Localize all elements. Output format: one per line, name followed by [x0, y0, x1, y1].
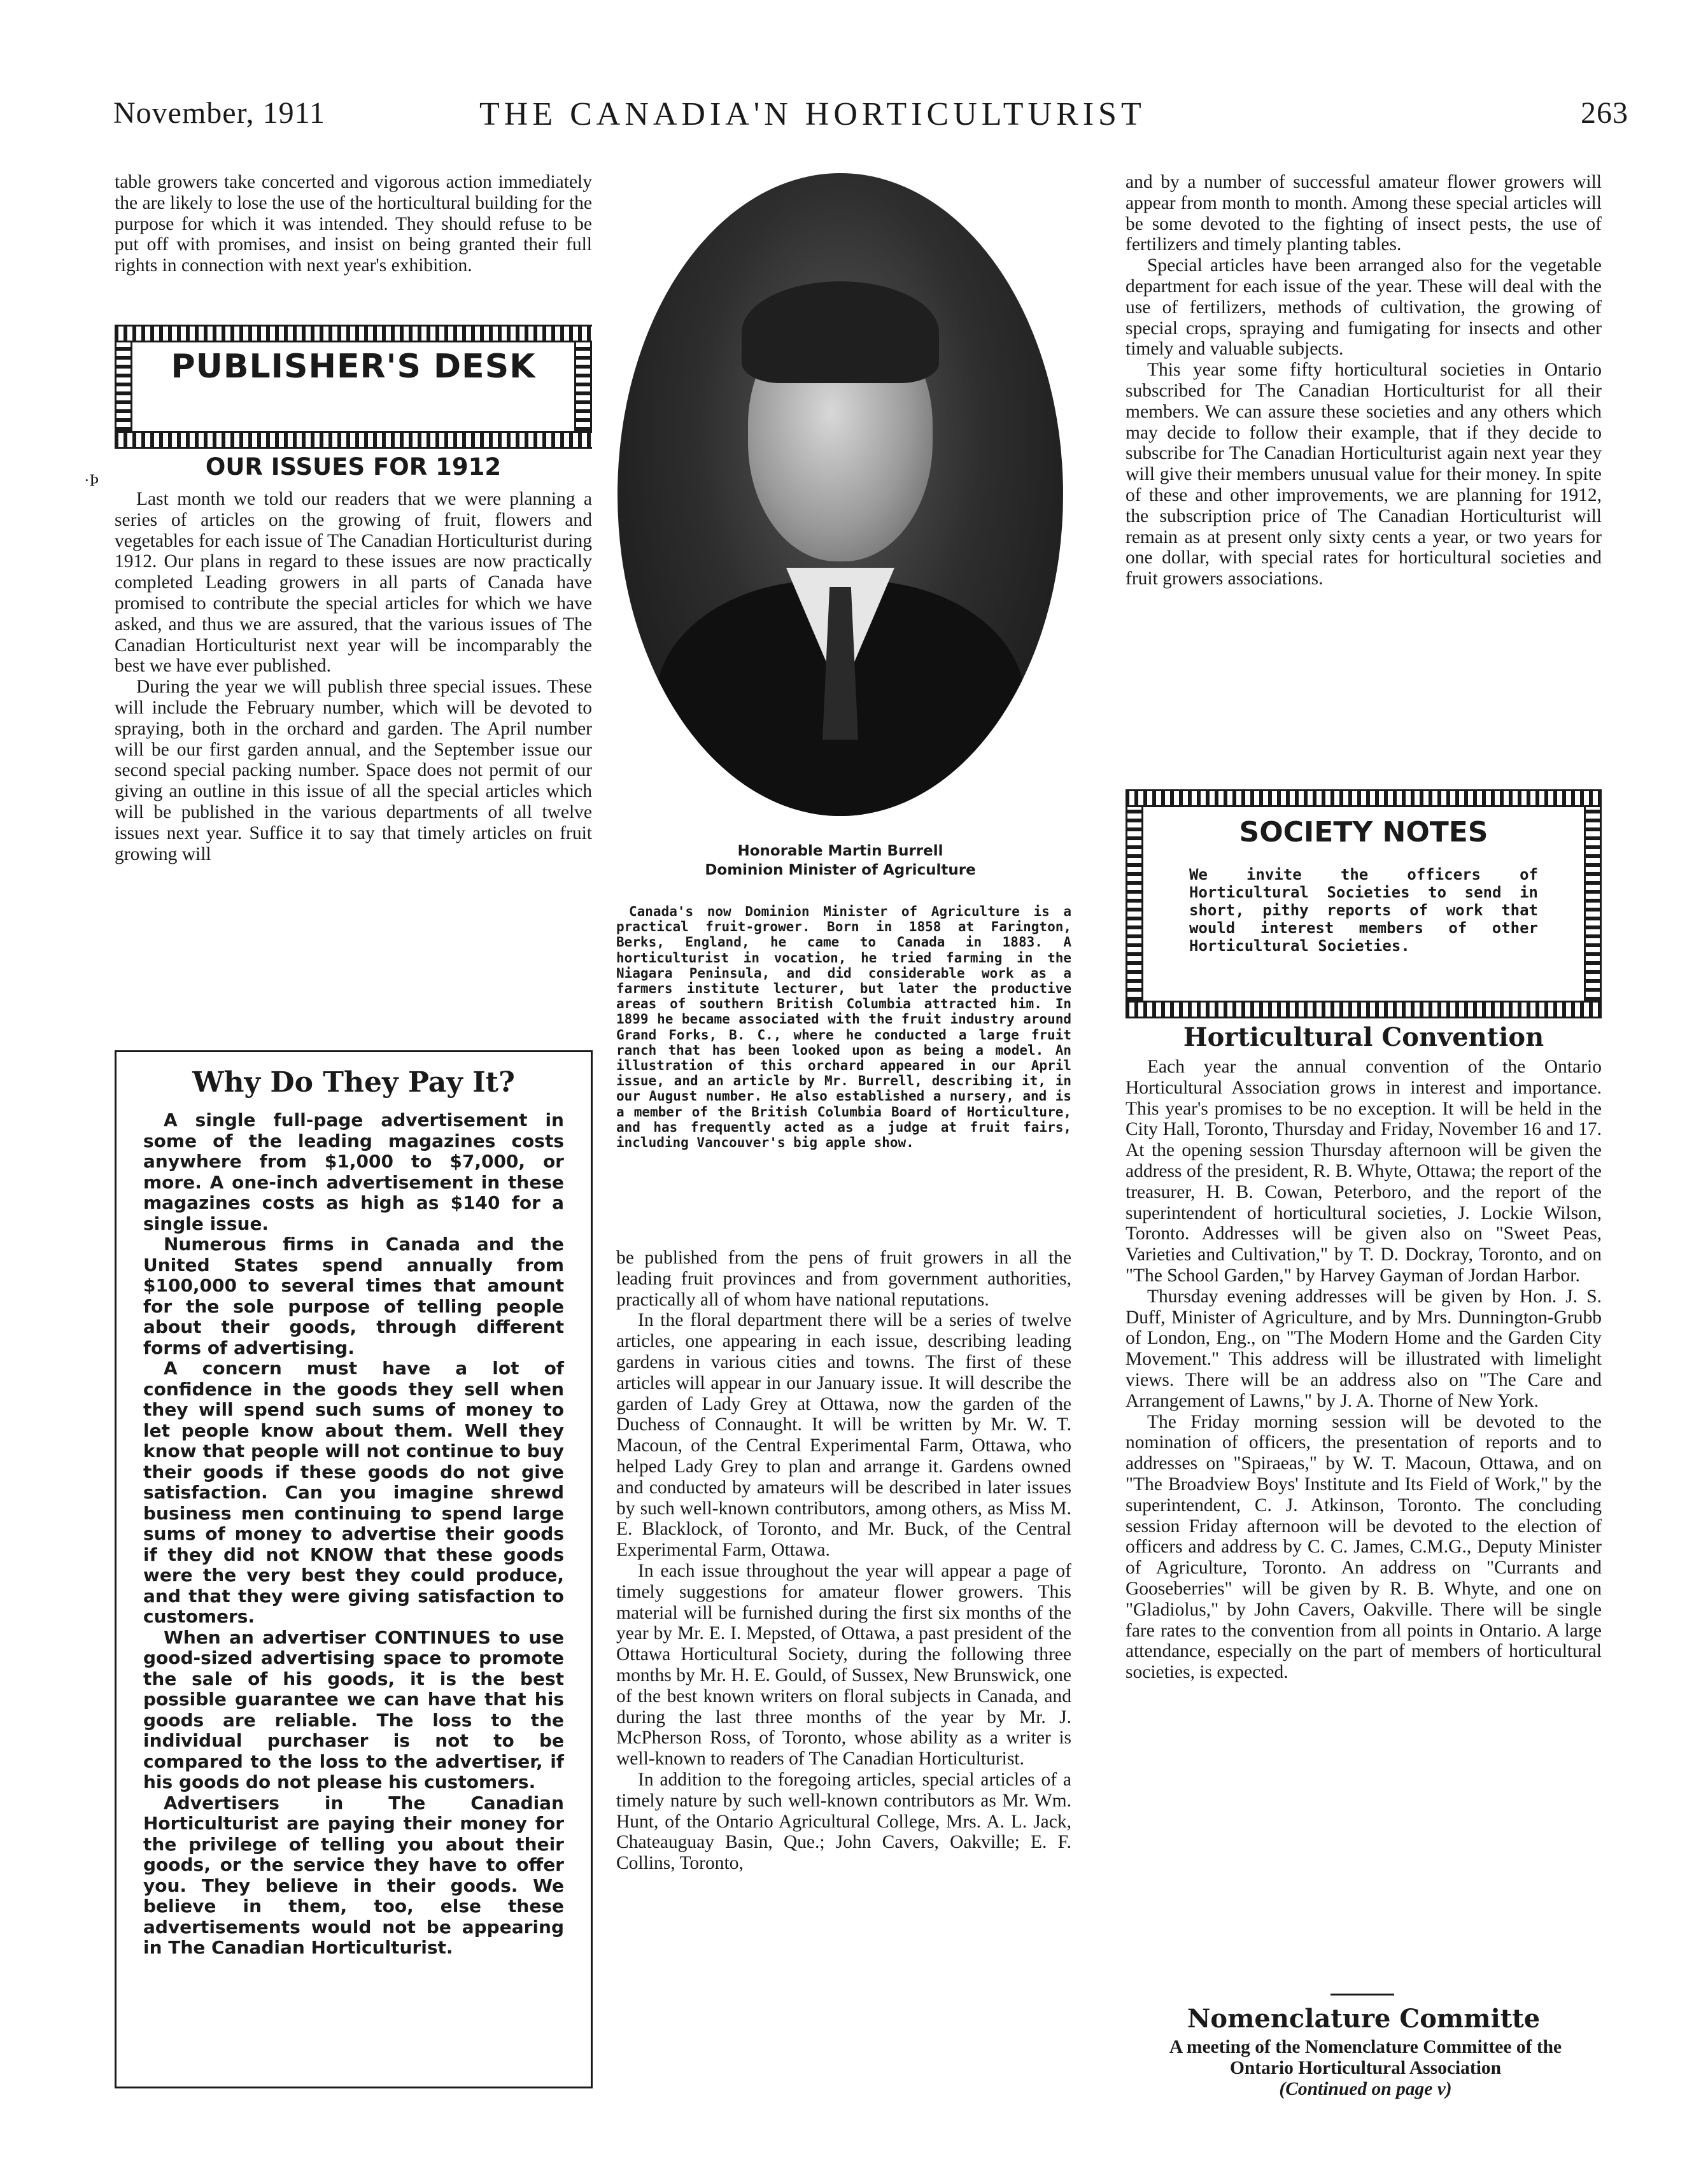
- society-notes-text: We invite the officers of Horticultural Societies to send in short, pithy reports of work that would interest members of other Horticultural Societies.: [1189, 866, 1538, 955]
- paragraph: A single full-page advertisement in some of the leading magazines costs anywhere from $1,000 to $7,000, or more. A one-inch advertisement in these magazines costs as high as $140 for a single issue.: [143, 1109, 564, 1234]
- issue-date: November, 1911: [113, 96, 325, 130]
- greek-key-border: [1126, 789, 1602, 807]
- society-notes-title: SOCIETY NOTES: [1239, 816, 1488, 848]
- left-top-text: [115, 172, 592, 276]
- margin-mark: ·Þ: [84, 471, 99, 489]
- greek-key-border: [115, 342, 132, 431]
- paragraph: table growers take concerted and vigorous action immediately the are likely to lose the use of the horticultural building for the purpose for which it was intended. They should refuse to be put off with promises, and insist on being granted their full rights in connection with next year's exhibition.: [115, 172, 592, 276]
- middle-text: [616, 1248, 1071, 1874]
- paragraph: During the year we will publish three special issues. These will include the February number, which will be devoted to spraying, both in the orchard and garden. The April number will be our first garden annual, and the September issue our second special packing number. Space does not permit of our giving an outline in this issue of all the special articles which will be published in the various departments of all twelve issues next year. Suffice it to say that timely articles on fruit growing will: [115, 677, 592, 864]
- paragraph: Each year the annual convention of the Ontario Horticultural Association grows in interest and importance. This year's promises to be no exception. It will be held in the City Hall, Toronto, Thursday and Friday, November 16 and 17. At the opening session Thursday afternoon will be given the address of the president, R. B. Whyte, Ottawa; the report of the treasurer, H. B. Cowan, Peterboro, and the report of the superintendent of horticultural societies, J. Lockie Wilson, Toronto. Addresses will be given also on "Sweet Peas, Varieties and Cultivation," by T. D. Dockray, Toronto, and on "The School Garden," by Harvey Gayman of Jordan Harbor.: [1126, 1057, 1602, 1286]
- paragraph: In each issue throughout the year will appear a page of timely suggestions for amateur flower growers. This material will be furnished during the first six months of the year by Mr. E. I. Mepsted, of Ottawa, a past president of the Ottawa Horticultural Society, during the following three months by Mr. H. E. Gould, of Sussex, New Brunswick, one of the best known writers on floral subjects in Canada, and during the last three months of the year by Mr. J. McPherson Ross, of Toronto, whose ability as a writer is well-known to readers of The Canadian Horticulturist.: [616, 1560, 1071, 1770]
- caption-name: Honorable Martin Burrell: [737, 843, 943, 859]
- paragraph: The Friday morning session will be devoted to the nomination of officers, the presentation of reports and to addresses on "Spiraeas," by W. T. Macoun, Ottawa, and on "The Broadview Boys' Institute and Its Field of Work," by the superintendent, C. J. Atkinson, Toronto. The concluding session Friday afternoon will be devoted to the election of officers and address by C. C. James, C.M.G., Deputy Minister of Agriculture, Toronto. An address on "Currants and Gooseberries" will be given by R. B. Whyte, and one on "Gladiolus," by John Cavers, Oakville. There will be single fare rates to the convention from all points in Ontario. A large attendance, especially on the part of members of horticultural societies, is expected.: [1126, 1411, 1602, 1683]
- paragraph: Numerous firms in Canada and the United States spend annually from $100,000 to several times that amount for the sole purpose of telling people about their goods, through different forms of advertising.: [143, 1234, 564, 1358]
- publishers-desk-title: PUBLISHER'S DESK: [171, 348, 536, 386]
- nomenclature-body: A meeting of the Nomenclature Committee of the Ontario Horticultural Association: [1169, 2037, 1562, 2078]
- publishers-desk-banner: [115, 325, 592, 449]
- paragraph: Special articles have been arranged also for the vegetable department for each issue of the year. These will deal with the use of fertilizers, methods of cultivation, the growing of special crops, spraying and fumigating for insects and other timely and valuable subjects.: [1126, 255, 1602, 360]
- paragraph: Advertisers in The Canadian Horticulturist are paying their money for the privilege of telling you about their goods, or the service they have to offer you. They believe in their goods. We believe in them, too, else these advertisements would not be appearing in The Canadian Horticulturist.: [143, 1792, 564, 1958]
- continued-note: (Continued on page v): [1279, 2078, 1452, 2099]
- portrait-photo: [618, 173, 1063, 816]
- paragraph: Last month we told our readers that we were planning a series of articles on the growing of fruit, flowers and vegetables for each issue of The Canadian Horticulturist during 1912. Our plans in regard to these issues are now practically completed Leading growers in all parts of Canada have promised to contribute the special articles for which we have asked, and thus we are assured, that the various issues of The Canadian Horticulturist next year will be incomparably the best we have ever published.: [115, 489, 592, 677]
- greek-key-border: [574, 342, 592, 431]
- paragraph: In the floral department there will be a series of twelve articles, one appearing in each issue, describing leading gardens in various cities and towns. The first of these articles will appear in our January issue. It will describe the garden of Lady Grey at Ottawa, now the garden of the Duchess of Connaught. It will be written by Mr. W. T. Macoun, of the Central Experimental Farm, Ottawa, who helped Lady Grey to plan and arrange it. Gardens owned and conducted by amateurs will be described in later issues by such well-known contributors, among others, as Miss M. E. Blacklock, of Toronto, and Mr. Buck, of the Central Experimental Farm, Ottawa.: [616, 1310, 1071, 1561]
- magazine-title: THE CANADIA'N HORTICULTURIST: [479, 96, 1146, 132]
- issues-1912-heading: OUR ISSUES FOR 1912: [205, 453, 502, 481]
- portrait-caption-text: [616, 904, 1071, 1150]
- why-box-title: Why Do They Pay It?: [192, 1066, 515, 1099]
- page-header: [113, 95, 1628, 153]
- nomenclature-text: [1146, 2037, 1585, 2099]
- greek-key-border: [1126, 807, 1143, 1001]
- why-do-they-pay-box: [115, 1050, 593, 2088]
- paragraph: In addition to the foregoing articles, special articles of a timely nature by such well-known contributors as Mr. Wm. Hunt, of the Ontario Agricultural College, Mrs. A. L. Jack, Chateauguay Basin, Que.; John Cavers, Oakville; E. F. Collins, Toronto,: [616, 1769, 1071, 1874]
- why-box-body: [116, 1099, 591, 1959]
- paragraph: Thursday evening addresses will be given by Hon. J. S. Duff, Minister of Agriculture, and by Mrs. Dunnington-Grubb of London, Eng., on "The Modern Home and the Garden City Movement." This address will be illustrated with limelight views. There will be an address also on "The Care and Arrangement of Lawns," by J. A. Thorne of New York.: [1126, 1286, 1602, 1411]
- paragraph: When an advertiser CONTINUES to use good-sized advertising space to promote the sale of his goods, it is the best possible guarantee we can have that his goods are reliable. The loss to the individual purchaser is not to be compared to the loss to the advertiser, if his goods do not please his customers.: [143, 1626, 564, 1792]
- paragraph: and by a number of successful amateur flower growers will appear from month to month. Among these special articles will be some devoted to the fighting of insect pests, the use of fertilizers and timely planting tables.: [1126, 172, 1602, 255]
- paragraph: This year some fifty horticultural societies in Ontario subscribed for The Canadian Horticulturist for all their members. We can assure these societies and any others which may decide to follow their example, that if they decide to subscribe for The Canadian Horticulturist again next year they will give their members unusual value for their money. In spite of these and other improvements, we are planning for 1912, the subscription price of The Canadian Horticulturist will remain as at present only sixty cents a year, or two years for one dollar, with special rates for horticultural societies and fruit growers associations.: [1126, 360, 1602, 589]
- nomenclature-heading: Nomenclature Committe: [1187, 2004, 1541, 2034]
- greek-key-border: [1126, 1001, 1602, 1018]
- greek-key-border: [115, 431, 592, 449]
- paragraph: A concern must have a lot of confidence in the goods they sell when they will spend such sums of money to let people know about them. Well they know that people will not continue to buy their goods if these goods do not give satisfaction. Can you imagine shrewd business men continuing to spend large sums of money to advertise their goods if they did not KNOW that these goods were the very best they could produce, and that they were giving satisfaction to customers.: [143, 1358, 564, 1627]
- convention-text: [1126, 1057, 1602, 1683]
- portrait-hair: [742, 281, 939, 383]
- society-notes-banner: [1126, 789, 1602, 1018]
- page-number: 263: [1581, 96, 1628, 130]
- publishers-desk-text: [115, 489, 592, 864]
- greek-key-border: [1584, 807, 1602, 1001]
- paragraph: Canada's now Dominion Minister of Agriculture is a practical fruit-grower. Born in 1858 at Farington, Berks, England, he came to Canada in 1883. A horticulturist in vocation, he tried farming in the Niagara Peninsula, and did considerable work as a farmers institute lecturer, but later the productive areas of southern British Columbia attracted him. In 1899 he became associated with the fruit industry around Grand Forks, B. C., where he conducted a large fruit ranch that has been looked upon as being a model. An illustration of this orchard appeared in our April issue, and an article by Mr. Burrell, describing it, in our August number. He also established a nursery, and is a member of the British Columbia Board of Horticulture, and has frequently acted as a judge at fruit fairs, including Vancouver's big apple show.: [616, 904, 1071, 1151]
- caption-role: Dominion Minister of Agriculture: [705, 862, 976, 878]
- section-rule: [1330, 1994, 1394, 1996]
- portrait-caption: [611, 841, 1069, 880]
- greek-key-border: [115, 325, 592, 342]
- paragraph: be published from the pens of fruit growers in all the leading fruit provinces and from government authorities, practically all of whom have national reputations.: [616, 1248, 1071, 1310]
- convention-heading: Horticultural Convention: [1183, 1022, 1544, 1052]
- right-top-text: [1126, 172, 1602, 589]
